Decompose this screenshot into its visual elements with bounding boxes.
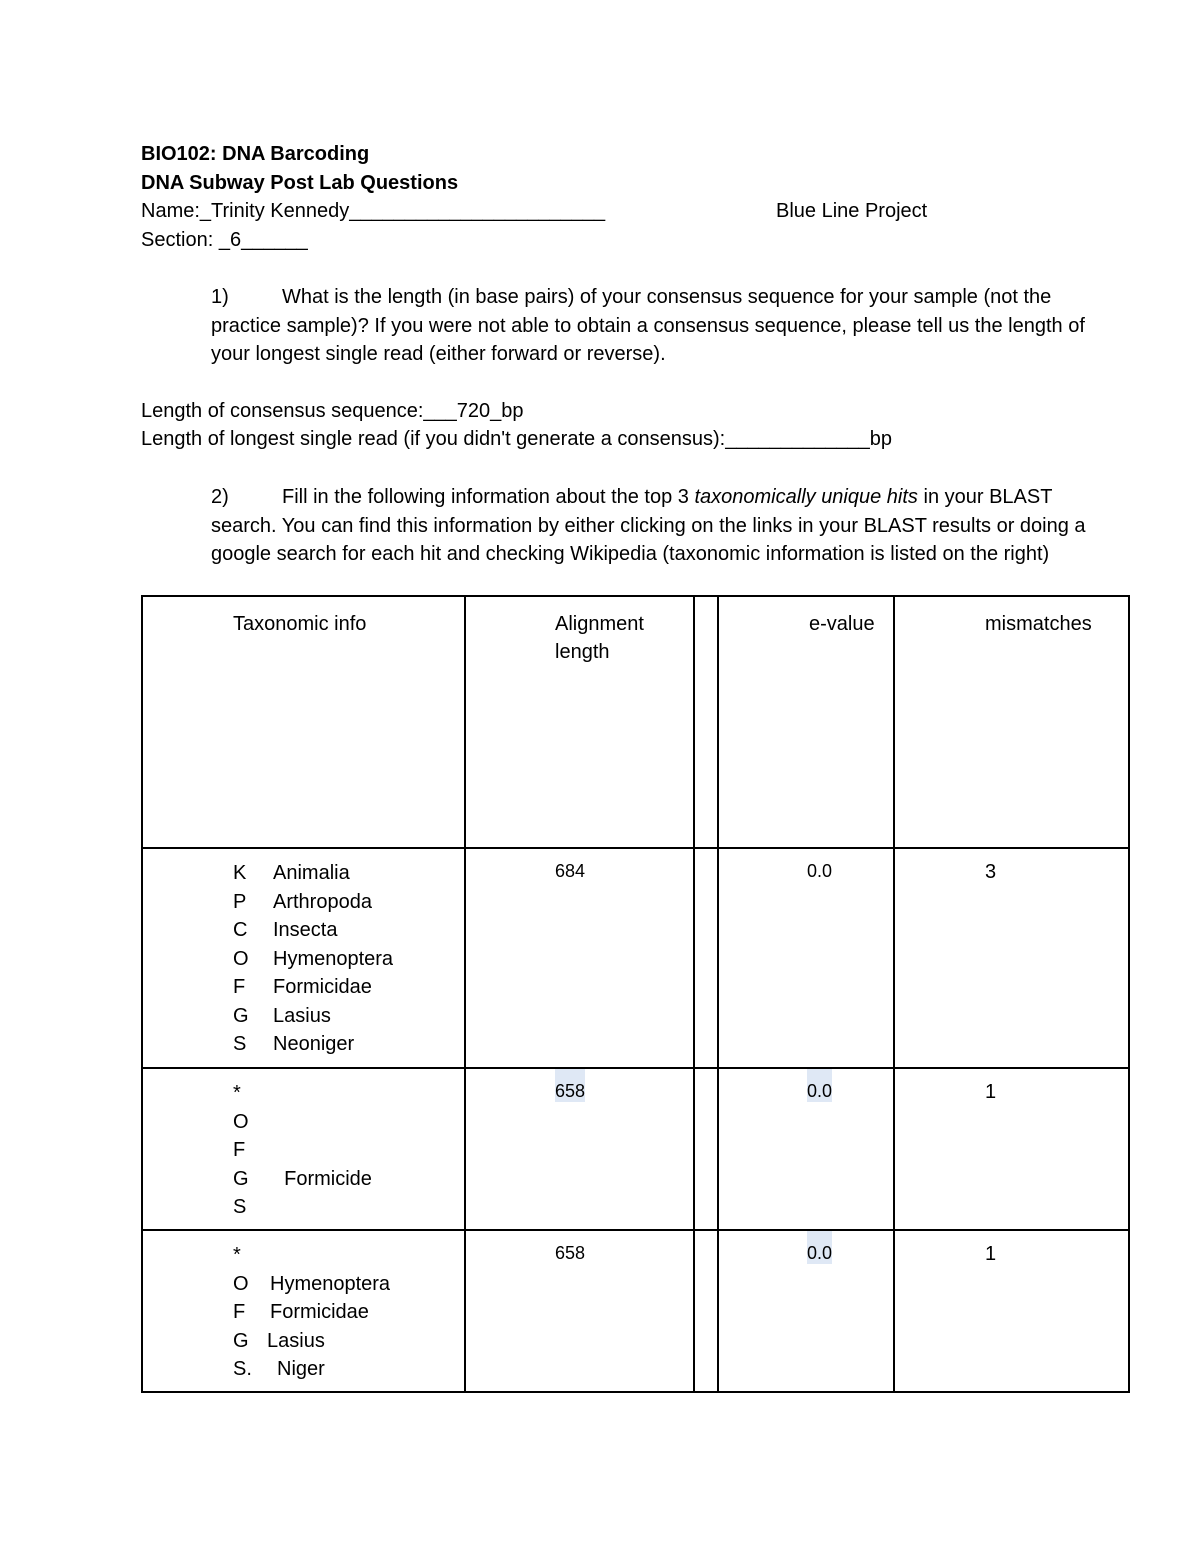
taxonomy-row [233,1079,464,1108]
taxonomy-name: Neoniger [273,1033,355,1055]
question-2-text-end: in your BLAST search. You can find this information by either clicking on the links in your BLAST results or doing a google search for each hit and checking Wikipedia (taxonomic information is listed on the right) [211,486,1086,565]
taxonomy-rank: P [233,890,247,913]
taxonomy-rank: O [233,1110,249,1133]
evalue-value: 0.0 [807,861,833,881]
table-row [142,1068,1129,1230]
taxonomy-rank: F [233,1139,246,1161]
taxonomy-name: Niger [277,1358,325,1380]
table-header-row [142,596,1129,848]
taxonomy-name: Hymenoptera [270,1272,391,1295]
taxonomy-rank: O [233,1272,249,1295]
document-subtitle: DNA Subway Post Lab Questions [141,172,459,194]
alignment-length-value: 684 [555,861,586,881]
taxonomy-list [143,1069,464,1222]
course-title: BIO102: DNA Barcoding [141,143,370,165]
taxonomy-rank: F [233,976,246,998]
taxonomy-row [233,1193,464,1222]
taxonomy-name: Arthropoda [273,890,372,913]
mismatches-cell [894,1230,1129,1392]
taxonomy-rank: F [233,1301,246,1323]
taxonomy-name: Hymenoptera [273,947,394,970]
taxonomy-name: Animalia [273,862,350,884]
taxonomy-name: Lasius [273,1004,331,1027]
header-taxonomic-cell [142,596,465,848]
taxonomy-list [143,849,464,1059]
mismatches-value: 1 [985,1081,997,1103]
taxonomy-row [233,859,464,888]
mismatches-cell [894,1068,1129,1230]
taxonomy-rank: G [233,1004,249,1027]
header-evalue-cell [718,596,894,848]
taxonomy-row [233,888,464,917]
alignment-length-value: 658 [555,1243,586,1263]
taxonomy-name: Formicidae [273,976,372,998]
question-2 [211,483,1091,569]
header-mismatches-cell [894,596,1129,848]
alignment-cell [465,1068,694,1230]
taxonomy-rank: C [233,919,248,941]
answer-longest-read: Length of longest single read (if you didn't generate a consensus):_____________bp [141,428,893,450]
evalue-cell [718,848,894,1068]
answer-consensus-length: Length of consensus sequence:___720_bp [141,400,524,422]
table-row [142,848,1129,1068]
taxonomy-row [233,1165,464,1194]
taxonomy-row [233,916,464,945]
taxonomy-name: Formicidae [270,1301,369,1323]
name-field: Name:_Trinity Kennedy_______________________ [141,200,606,222]
alignment-cell [465,1230,694,1392]
evalue-cell [718,1230,894,1392]
header-taxonomic: Taxonomic info [233,613,367,635]
taxonomy-rank: * [233,1082,241,1104]
taxonomy-row [233,1108,464,1137]
taxonomy-row [233,1355,464,1384]
taxonomy-rank: S. [233,1358,252,1380]
evalue-value: 0.0 [807,1069,832,1102]
mismatches-value: 3 [985,861,997,883]
spacer-cell [694,1230,718,1392]
taxonomy-name: Lasius [267,1329,325,1352]
taxonomy-rank: K [233,862,247,884]
blast-hits-table [141,595,1130,1393]
project-label: Blue Line Project [776,200,928,222]
header-mismatches: mismatches [985,613,1092,635]
taxonomy-rank: G [233,1329,249,1352]
taxonomy-row [233,1270,464,1299]
taxonomy-cell [142,1068,465,1230]
question-1 [211,283,1091,369]
taxonomy-row [233,945,464,974]
spacer-cell [694,848,718,1068]
taxonomy-row [233,1298,464,1327]
taxonomy-row [233,1241,464,1270]
section-field: Section: _6______ [141,229,308,251]
question-2-text-start: Fill in the following information about the top 3 [282,486,695,508]
taxonomy-cell [142,1230,465,1392]
alignment-cell [465,848,694,1068]
table-row [142,1230,1129,1392]
taxonomy-rank: S [233,1196,247,1218]
taxonomy-row [233,973,464,1002]
taxonomy-rank: * [233,1244,241,1266]
taxonomy-name: Insecta [273,919,338,941]
taxonomy-list [143,1231,464,1384]
taxonomy-row [233,1002,464,1031]
evalue-value: 0.0 [807,1231,832,1264]
question-1-text: What is the length (in base pairs) of your consensus sequence for your sample (not the practice sample)? If you were not able to obtain a consensus sequence, please tell us the length of your longest single read (either forward or reverse). [211,286,1085,365]
header-evalue: e-value [809,613,875,635]
header-alignment: Alignment length [555,613,644,663]
taxonomy-cell [142,848,465,1068]
mismatches-cell [894,848,1129,1068]
header-spacer-cell [694,596,718,848]
taxonomy-rank: S [233,1033,247,1055]
question-2-italic-text: taxonomically unique hits [694,486,918,508]
taxonomy-rank: O [233,947,249,970]
taxonomy-rank: G [233,1167,249,1190]
mismatches-value: 1 [985,1243,997,1265]
evalue-cell [718,1068,894,1230]
header-alignment-cell [465,596,694,848]
taxonomy-row [233,1136,464,1165]
taxonomy-row [233,1030,464,1059]
question-1-number: 1) [211,286,229,308]
question-2-number: 2) [211,486,229,508]
spacer-cell [694,1068,718,1230]
taxonomy-row [233,1327,464,1356]
alignment-length-value: 658 [555,1069,585,1102]
taxonomy-name: Formicide [273,1167,372,1190]
